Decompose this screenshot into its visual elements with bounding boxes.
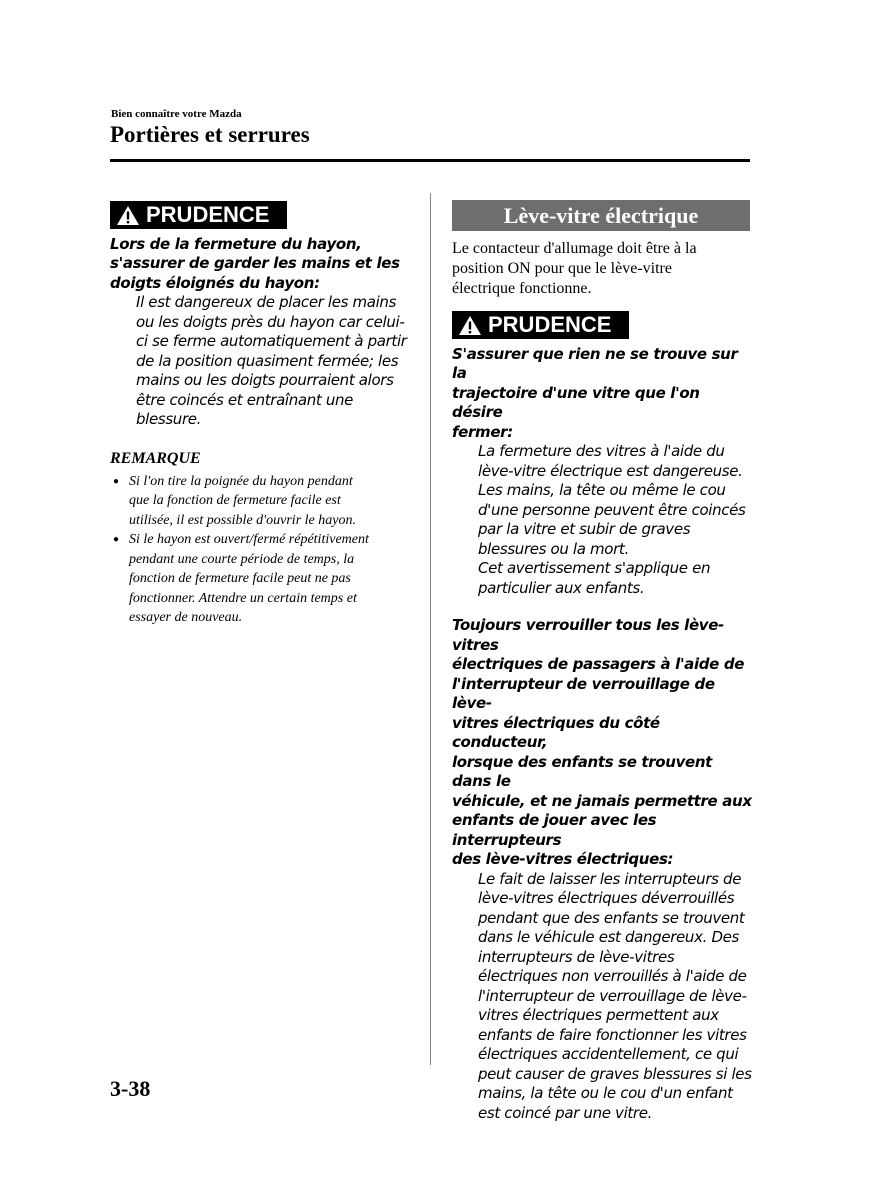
text-line: de la position quasiment fermée; les bbox=[136, 351, 399, 370]
spacer bbox=[452, 598, 752, 612]
text-line: lorsque des enfants se trouvent dans le bbox=[452, 752, 712, 790]
text-line: l'interrupteur de verrouillage de lève- bbox=[478, 986, 747, 1005]
warning-triangle-icon bbox=[116, 205, 140, 226]
caution-text bbox=[110, 293, 410, 430]
text-line: La fermeture des vitres à l'aide du bbox=[478, 442, 725, 460]
text-line: pendant une courte période de temps, la bbox=[129, 551, 355, 567]
caution-label-text: PRUDENCE bbox=[146, 202, 270, 227]
text-line: enfants de jouer avec les interrupteurs bbox=[452, 811, 657, 849]
text-line: utilisée, il est possible d'ouvrir le hayon. bbox=[129, 512, 356, 528]
text-line: essayer de nouveau. bbox=[129, 610, 243, 625]
section-title: Portières et serrures bbox=[110, 122, 310, 147]
text-line: Les mains, la tête ou même le cou bbox=[478, 481, 726, 499]
text-line: Il est dangereux de placer les mains bbox=[136, 293, 397, 311]
text-line: doigts éloignés du hayon: bbox=[110, 273, 320, 292]
header-rule bbox=[110, 159, 750, 162]
text-line: vitres électriques permettent aux bbox=[478, 1006, 719, 1024]
caution-label bbox=[110, 201, 287, 229]
text-line: l'interrupteur de verrouillage de lève- bbox=[452, 674, 715, 712]
note-heading: REMARQUE bbox=[110, 449, 201, 467]
page-number: 3-38 bbox=[110, 1076, 151, 1101]
text-line: électriques accidentellement, ce qui bbox=[478, 1045, 739, 1063]
text-line: électriques de passagers à l'aide de bbox=[452, 655, 745, 673]
column-divider bbox=[430, 193, 431, 1065]
text-line: mains ou les doigts pourraient alors bbox=[136, 371, 394, 389]
warning-1-heading bbox=[452, 345, 752, 443]
text-line: s'assurer de garder les mains et les bbox=[110, 254, 400, 272]
running-head: Bien connaître votre Mazda bbox=[111, 108, 242, 120]
caution-label-text: PRUDENCE bbox=[488, 312, 612, 337]
text-line: électrique fonctionne. bbox=[452, 280, 592, 297]
text-line: S'assurer que rien ne se trouve sur la bbox=[452, 344, 738, 382]
list-item bbox=[110, 472, 410, 531]
text-line: est coincé par une vitre. bbox=[478, 1103, 653, 1122]
right-column bbox=[452, 200, 752, 1123]
text-line: fonction de fermeture facile peut ne pas bbox=[129, 571, 351, 586]
text-line: vitres électriques du côté conducteur, bbox=[452, 713, 660, 751]
text-line: être coincés et entraînant une bbox=[136, 390, 354, 409]
text-line: mains, la tête ou le cou d'un enfant bbox=[478, 1084, 733, 1102]
text-line: Si le hayon est ouvert/fermé répétitivement bbox=[129, 532, 369, 547]
text-line: Cet avertissement s'applique en bbox=[478, 559, 711, 577]
text-line: lève-vitre électrique est dangereuse. bbox=[478, 461, 743, 480]
caution-label bbox=[452, 311, 629, 339]
text-line: blessure. bbox=[136, 410, 202, 428]
text-line: fermer: bbox=[452, 422, 513, 441]
text-line: fonctionner. Attendre un certain temps et bbox=[129, 590, 357, 606]
text-line: blessures ou la mort. bbox=[478, 539, 629, 558]
text-line: dans le véhicule est dangereux. Des bbox=[478, 928, 739, 946]
text-line: lève-vitres électriques déverrouillés bbox=[478, 889, 735, 907]
warning-1-text bbox=[452, 442, 752, 598]
bullet-icon: ● bbox=[113, 475, 120, 487]
text-line: pendant que des enfants se trouvent bbox=[478, 908, 745, 927]
text-line: Le contacteur d'allumage doit être à la bbox=[452, 240, 697, 257]
subsection-heading: Lève-vitre électrique bbox=[452, 200, 750, 231]
caution-heading bbox=[110, 235, 410, 294]
text-line: position ON pour que le lève-vitre bbox=[452, 260, 672, 277]
text-line: que la fonction de fermeture facile est bbox=[129, 493, 341, 508]
text-line: des lève-vitres électriques: bbox=[452, 850, 674, 868]
warning-2-heading bbox=[452, 616, 752, 870]
caution-block bbox=[452, 311, 752, 1123]
text-line: trajectoire d'une vitre que l'on désire bbox=[452, 383, 700, 421]
text-line: électriques non verrouillés à l'aide de bbox=[478, 967, 747, 985]
text-line: enfants de faire fonctionner les vitres bbox=[478, 1025, 747, 1044]
bullet-icon: ● bbox=[113, 534, 120, 545]
list-item bbox=[110, 530, 410, 628]
text-line: Lors de la fermeture du hayon, bbox=[110, 234, 362, 253]
warning-triangle-icon bbox=[458, 315, 482, 336]
warning-2-text bbox=[452, 870, 752, 1124]
text-line: peut causer de graves blessures si les bbox=[478, 1064, 752, 1083]
left-column bbox=[110, 201, 410, 628]
note-list bbox=[110, 472, 410, 628]
text-line: ou les doigts près du hayon car celui- bbox=[136, 312, 405, 331]
text-line: par la vitre et subir de graves bbox=[478, 520, 691, 538]
text-line: particulier aux enfants. bbox=[478, 578, 645, 597]
text-line: Le fait de laisser les interrupteurs de bbox=[478, 869, 742, 888]
text-line: véhicule, et ne jamais permettre aux bbox=[452, 791, 752, 810]
intro-paragraph bbox=[452, 239, 752, 299]
text-line: Toujours verrouiller tous les lève-vitres bbox=[452, 616, 724, 654]
text-line: Si l'on tire la poignée du hayon pendant bbox=[129, 473, 353, 489]
text-line: interrupteurs de lève-vitres bbox=[478, 947, 675, 966]
text-line: ci se ferme automatiquement à partir bbox=[136, 332, 407, 350]
text-line: d'une personne peuvent être coincés bbox=[478, 500, 746, 519]
